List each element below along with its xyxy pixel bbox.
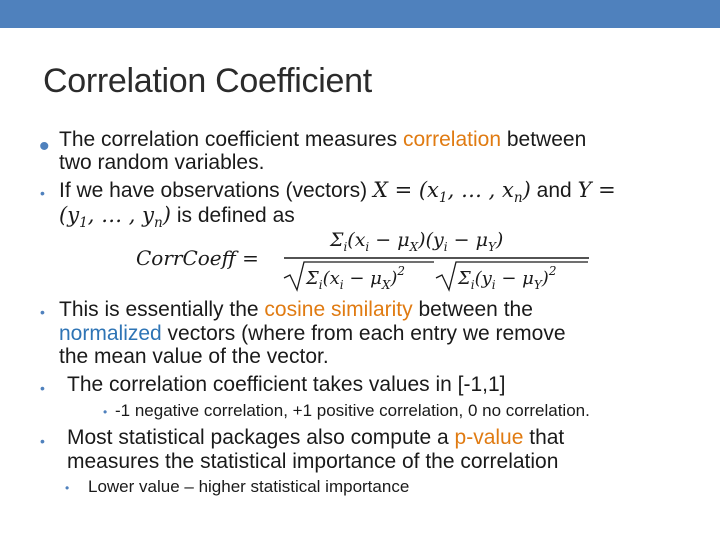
bullet2-line2: ($y_1$, … , $y_n$) is defined as — [59, 203, 295, 232]
bullet1-line2: two random variables. — [59, 151, 265, 174]
bullet-marker: • — [40, 304, 45, 320]
bullet2-line1: If we have observations (vectors) $X = (x_1$, … , $x_n$) and Y = — [59, 178, 616, 207]
bullet5-line1: Most statistical packages also compute a p-value that — [67, 426, 565, 449]
bullet4-line1: The correlation coefficient takes values in [-1,1] — [67, 373, 506, 396]
highlight-p-value: p-value — [454, 426, 524, 449]
highlight-normalized: normalized — [59, 322, 162, 345]
bullet5-sub1: Lower value – higher statistical importance — [88, 477, 410, 496]
bullet-marker: • — [40, 185, 45, 201]
formula-numerator: $\Sigma_i(x_i - \mu_X)(y_i - \mu_Y)$ — [330, 229, 504, 254]
sub-bullet-marker: • — [65, 481, 70, 495]
bullet-marker: • — [39, 130, 50, 163]
bullet5-line2: measures the statistical importance of the correlation — [67, 450, 559, 473]
correlation-formula — [134, 226, 594, 292]
slide-title: Correlation Coefficient — [43, 62, 372, 100]
top-accent-bar — [0, 0, 720, 28]
math-y-eq: Y = — [577, 178, 616, 202]
formula-denominator-right: $\Sigma_i(y_i - \mu_Y)^2$ — [458, 264, 557, 292]
bullet1-line1: The correlation coefficient measures correlation between — [59, 128, 587, 151]
math-x-vector: $X = (x_1$, … , $x_n$) — [372, 178, 531, 207]
bullet3-line1: This is essentially the cosine similarity between the — [59, 298, 533, 321]
bullet-marker: • — [40, 380, 45, 396]
bullet4-sub1: -1 negative correlation, +1 positive correlation, 0 no correlation. — [115, 401, 590, 420]
bullet-marker: • — [40, 433, 45, 449]
formula-denominator-left: $\Sigma_i(x_i - \mu_X)^2$ — [306, 264, 406, 292]
sub-bullet-marker: • — [103, 405, 108, 419]
bullet3-line3: the mean value of the vector. — [59, 345, 329, 368]
math-y-vector: ($y_1$, … , $y_n$) — [59, 203, 171, 232]
formula-lhs: CorrCoeff = — [136, 246, 259, 270]
highlight-cosine-similarity: cosine similarity — [264, 298, 413, 321]
highlight-correlation: correlation — [402, 128, 502, 151]
bullet3-line2: normalized vectors (where from each entry we remove — [59, 322, 566, 345]
